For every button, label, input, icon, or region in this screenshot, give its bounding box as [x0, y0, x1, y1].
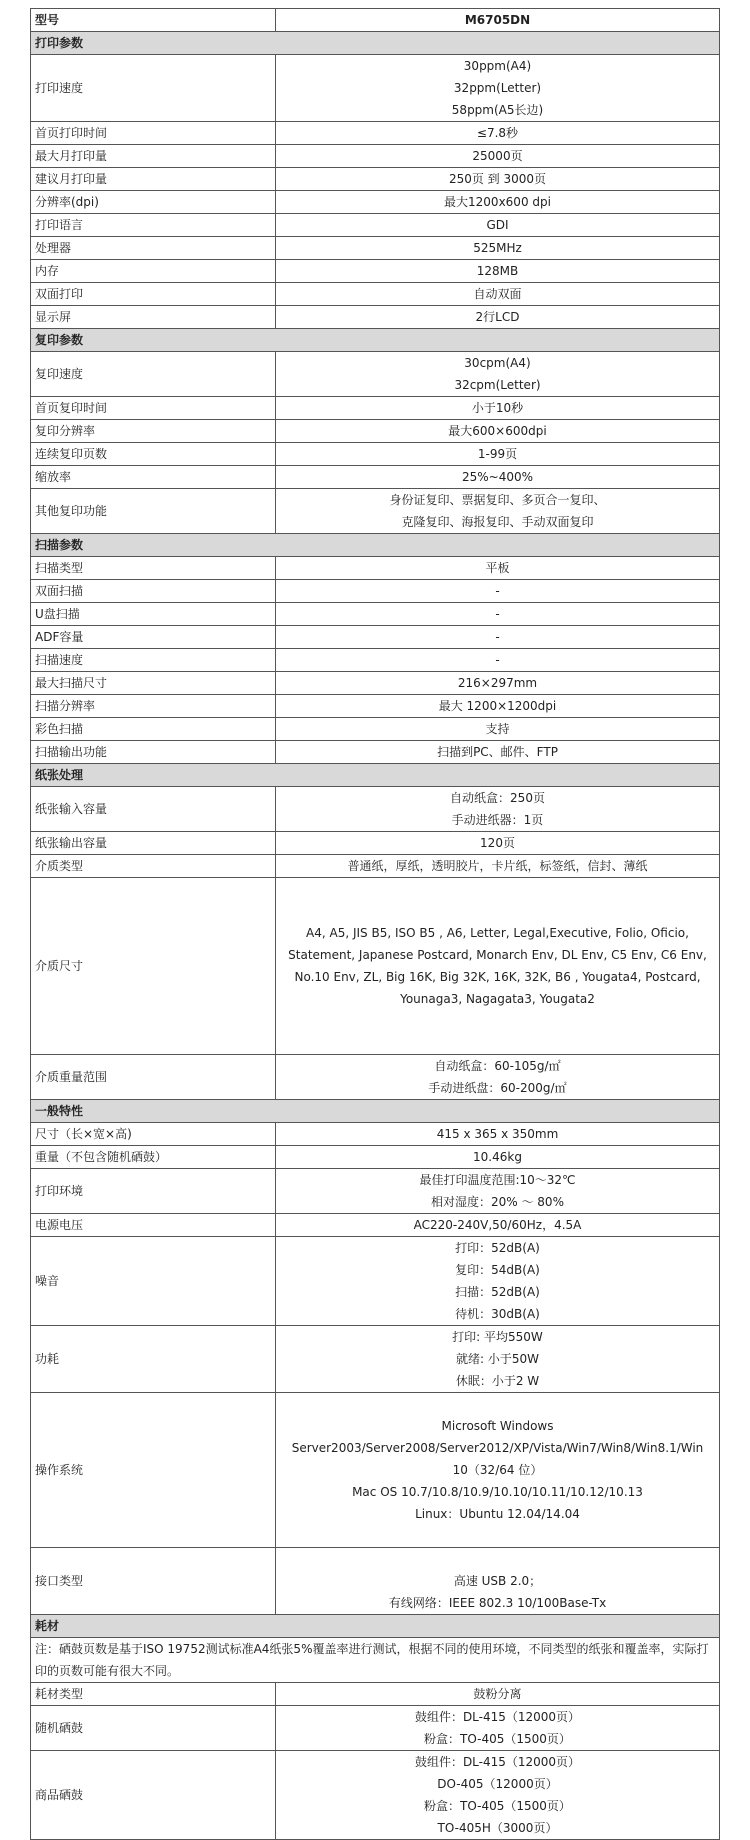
spec-value — [276, 787, 720, 832]
spec-label: 双面打印 — [31, 283, 276, 306]
spec-value-line: 32cpm(Letter) — [454, 378, 541, 392]
spec-value — [276, 1706, 720, 1751]
spec-row — [31, 855, 720, 878]
spec-row — [31, 260, 720, 283]
spec-label: 建议月打印量 — [31, 168, 276, 191]
spec-row — [31, 191, 720, 214]
spec-value — [276, 741, 720, 764]
spec-label: 双面扫描 — [31, 580, 276, 603]
spec-value — [276, 1214, 720, 1237]
spec-value-line: AC220-240V,50/60Hz，4.5A — [413, 1218, 582, 1232]
spec-value-line: 128MB — [476, 264, 519, 278]
spec-value-line — [280, 1010, 715, 1032]
spec-value-line: 有线网络：IEEE 802.3 10/100Base-Tx — [388, 1596, 607, 1610]
spec-row — [31, 489, 720, 534]
spec-value-line: 415 x 365 x 350mm — [436, 1127, 559, 1141]
spec-value-line: 鼓粉分离 — [473, 1687, 522, 1701]
spec-label: 缩放率 — [31, 466, 276, 489]
spec-row — [31, 1706, 720, 1751]
spec-value-line: 休眠：小于2 W — [455, 1374, 540, 1388]
spec-value — [276, 145, 720, 168]
spec-value-line: Linux：Ubuntu 12.04/14.04 — [415, 1507, 580, 1521]
spec-row — [31, 55, 720, 122]
spec-label: 商品硒鼓 — [31, 1751, 276, 1840]
spec-row — [31, 122, 720, 145]
spec-label: 首页打印时间 — [31, 122, 276, 145]
spec-row — [31, 1169, 720, 1214]
spec-label: 尺寸（长×宽×高) — [31, 1123, 276, 1146]
spec-row — [31, 214, 720, 237]
spec-value — [276, 283, 720, 306]
spec-row — [31, 1214, 720, 1237]
spec-value-line: Microsoft Windows — [441, 1419, 554, 1433]
spec-row — [31, 1326, 720, 1393]
spec-value — [276, 855, 720, 878]
spec-value-line — [280, 900, 715, 922]
spec-row — [31, 168, 720, 191]
spec-label: 电源电压 — [31, 1214, 276, 1237]
spec-value — [276, 260, 720, 283]
spec-label: 彩色扫描 — [31, 718, 276, 741]
section-title: 一般特性 — [31, 1100, 720, 1123]
spec-value — [276, 1548, 720, 1615]
spec-label: 噪音 — [31, 1237, 276, 1326]
spec-row — [31, 145, 720, 168]
spec-value-line — [280, 1032, 715, 1054]
spec-label: 分辨率(dpi) — [31, 191, 276, 214]
spec-label: 其他复印功能 — [31, 489, 276, 534]
spec-value-line: 打印：52dB(A) — [455, 1241, 540, 1255]
spec-value-line — [280, 1548, 715, 1570]
spec-value-line: 自动双面 — [473, 287, 522, 301]
spec-label: 首页复印时间 — [31, 397, 276, 420]
spec-value-line: 待机：30dB(A) — [455, 1307, 540, 1321]
spec-value — [276, 1146, 720, 1169]
spec-label: 功耗 — [31, 1326, 276, 1393]
spec-label: 打印环境 — [31, 1169, 276, 1214]
spec-value-line: 扫描到PC、邮件、FTP — [437, 745, 558, 759]
section-header — [31, 32, 720, 55]
spec-value-line: 支持 — [485, 722, 510, 736]
spec-value-line: 手动进纸器：1页 — [451, 813, 544, 827]
spec-value-line: 鼓组件：DL-415（12000页） — [414, 1755, 581, 1769]
spec-label: 最大扫描尺寸 — [31, 672, 276, 695]
spec-row — [31, 1548, 720, 1615]
spec-value — [276, 466, 720, 489]
spec-value — [276, 557, 720, 580]
spec-row — [31, 787, 720, 832]
section-title: 耗材 — [31, 1615, 720, 1638]
spec-value-line: 手动进纸盘：60-200g/㎡ — [428, 1081, 567, 1095]
section-title: 纸张处理 — [31, 764, 720, 787]
spec-value — [276, 237, 720, 260]
spec-value-line: 30cpm(A4) — [464, 356, 531, 370]
spec-label: 纸张输入容量 — [31, 787, 276, 832]
spec-value — [276, 1237, 720, 1326]
spec-value-line: 粉盒：TO-405（1500页） — [424, 1799, 571, 1813]
spec-value-line: - — [495, 653, 500, 667]
spec-value — [276, 672, 720, 695]
spec-value — [276, 489, 720, 534]
spec-value-line: 就绪: 小于50W — [456, 1352, 539, 1366]
spec-label: 介质重量范围 — [31, 1055, 276, 1100]
spec-value-line: 25%~400% — [461, 470, 534, 484]
spec-value — [276, 878, 720, 1055]
spec-value-line: 平板 — [485, 561, 510, 575]
model-label: 型号 — [31, 9, 276, 32]
spec-label: 处理器 — [31, 237, 276, 260]
spec-row — [31, 695, 720, 718]
spec-row — [31, 832, 720, 855]
spec-row — [31, 626, 720, 649]
spec-label: 纸张输出容量 — [31, 832, 276, 855]
spec-label: 介质类型 — [31, 855, 276, 878]
spec-value — [276, 168, 720, 191]
spec-value-line: 最大1200x600 dpi — [444, 195, 551, 209]
spec-value-line: GDI — [486, 218, 509, 232]
spec-value — [276, 1169, 720, 1214]
spec-value-line — [280, 1525, 715, 1547]
spec-value — [276, 718, 720, 741]
spec-row — [31, 1123, 720, 1146]
spec-value-line: ≤7.8秒 — [476, 126, 519, 140]
section-title: 复印参数 — [31, 329, 720, 352]
spec-row — [31, 306, 720, 329]
spec-row — [31, 1146, 720, 1169]
spec-label: 连续复印页数 — [31, 443, 276, 466]
spec-row — [31, 283, 720, 306]
spec-row — [31, 649, 720, 672]
spec-value-line: 小于10秒 — [471, 401, 524, 415]
spec-row — [31, 878, 720, 1055]
spec-value-line: Younaga3, Nagagata3, Yougata2 — [400, 992, 595, 1006]
spec-label: 打印语言 — [31, 214, 276, 237]
note-text: 注：硒鼓页数是基于ISO 19752测试标准A4纸张5%覆盖率进行测试，根据不同的使用环境，不同类型的纸张和覆盖率，实际打印的页数可能有很大不同。 — [31, 1638, 720, 1683]
spec-value-line: 相对湿度：20% ～ 80% — [431, 1195, 564, 1209]
spec-row — [31, 237, 720, 260]
spec-value — [276, 695, 720, 718]
spec-row — [31, 1237, 720, 1326]
spec-label: 扫描分辨率 — [31, 695, 276, 718]
spec-value — [276, 1326, 720, 1393]
spec-row — [31, 1683, 720, 1706]
spec-value-line: 自动纸盒：60-105g/㎡ — [434, 1059, 561, 1073]
spec-value-line: 10（32/64 位） — [452, 1463, 543, 1477]
spec-label: 复印速度 — [31, 352, 276, 397]
spec-label: 扫描速度 — [31, 649, 276, 672]
spec-value — [276, 306, 720, 329]
spec-value-line: 最大600×600dpi — [448, 424, 547, 438]
spec-row — [31, 352, 720, 397]
spec-row — [31, 741, 720, 764]
spec-table — [30, 8, 720, 1840]
spec-value — [276, 191, 720, 214]
spec-value — [276, 1055, 720, 1100]
spec-row — [31, 718, 720, 741]
spec-value-line: 普通纸，厚纸，透明胶片，卡片纸，标签纸，信封、薄纸 — [347, 859, 648, 873]
spec-row — [31, 443, 720, 466]
spec-value-line: 25000页 — [472, 149, 523, 163]
spec-row — [31, 603, 720, 626]
spec-value — [276, 603, 720, 626]
spec-value-line: Statement, Japanese Postcard, Monarch Env, DL Env, C5 Env, C6 Env, — [288, 948, 707, 962]
spec-label: 重量（不包含随机硒鼓） — [31, 1146, 276, 1169]
spec-value-line: 最佳打印温度范围:10～32℃ — [419, 1173, 576, 1187]
spec-value-line: 粉盒：TO-405（1500页） — [424, 1732, 571, 1746]
spec-row — [31, 466, 720, 489]
spec-value — [276, 649, 720, 672]
section-header — [31, 1615, 720, 1638]
spec-label: 最大月打印量 — [31, 145, 276, 168]
section-header — [31, 329, 720, 352]
spec-value-line: DO-405（12000页） — [437, 1777, 558, 1791]
spec-value — [276, 580, 720, 603]
section-title: 打印参数 — [31, 32, 720, 55]
spec-value-line: 高速 USB 2.0； — [453, 1574, 542, 1588]
spec-value-line: 克隆复印、海报复印、手动双面复印 — [401, 515, 594, 529]
model-row — [31, 9, 720, 32]
spec-value-line: 30ppm(A4) — [463, 59, 532, 73]
spec-value-line: 2行LCD — [475, 310, 520, 324]
spec-label: ADF容量 — [31, 626, 276, 649]
spec-value — [276, 1751, 720, 1840]
spec-label: U盘扫描 — [31, 603, 276, 626]
spec-value — [276, 122, 720, 145]
spec-value-line: - — [495, 584, 500, 598]
spec-value-line: 58ppm(A5长边) — [451, 103, 544, 117]
spec-label: 扫描类型 — [31, 557, 276, 580]
spec-value-line: Mac OS 10.7/10.8/10.9/10.10/10.11/10.12/10.13 — [352, 1485, 643, 1499]
spec-value-line: 打印: 平均550W — [452, 1330, 543, 1344]
spec-value-line: Server2003/Server2008/Server2012/XP/Vista/Win7/Win8/Win8.1/Win — [291, 1441, 704, 1455]
spec-label: 介质尺寸 — [31, 878, 276, 1055]
spec-label: 接口类型 — [31, 1548, 276, 1615]
spec-value-line: 1-99页 — [477, 447, 518, 461]
spec-value-line — [280, 878, 715, 900]
spec-value-line: - — [495, 630, 500, 644]
spec-value — [276, 420, 720, 443]
spec-value-line: No.10 Env, ZL, Big 16K, Big 32K, 16K, 32K, B6 , Yougata4, Postcard, — [294, 970, 701, 984]
spec-value-line: 最大 1200×1200dpi — [438, 699, 557, 713]
section-header — [31, 764, 720, 787]
spec-value — [276, 214, 720, 237]
spec-value-line: 自动纸盒：250页 — [450, 791, 545, 805]
spec-value-line: 250页 到 3000页 — [448, 172, 547, 186]
spec-row — [31, 580, 720, 603]
section-header — [31, 534, 720, 557]
spec-label: 打印速度 — [31, 55, 276, 122]
spec-value-line: 10.46kg — [473, 1150, 522, 1164]
section-title: 扫描参数 — [31, 534, 720, 557]
spec-value-line: 鼓组件：DL-415（12000页） — [414, 1710, 581, 1724]
spec-value-line — [280, 1393, 715, 1415]
spec-value — [276, 443, 720, 466]
spec-value-line: 扫描：52dB(A) — [455, 1285, 540, 1299]
spec-row — [31, 397, 720, 420]
spec-row — [31, 1751, 720, 1840]
note-row — [31, 1638, 720, 1683]
spec-row — [31, 1393, 720, 1548]
spec-value — [276, 1683, 720, 1706]
spec-value — [276, 1393, 720, 1548]
spec-row — [31, 1055, 720, 1100]
spec-label: 内存 — [31, 260, 276, 283]
spec-value — [276, 397, 720, 420]
spec-row — [31, 672, 720, 695]
spec-value-line: 120页 — [480, 836, 515, 850]
spec-label: 操作系统 — [31, 1393, 276, 1548]
spec-value-line: A4, A5, JIS B5, ISO B5 , A6, Letter, Legal,Executive, Folio, Oficio, — [306, 926, 689, 940]
spec-label: 耗材类型 — [31, 1683, 276, 1706]
spec-value — [276, 832, 720, 855]
spec-value — [276, 55, 720, 122]
section-header — [31, 1100, 720, 1123]
spec-value-line: 525MHz — [473, 241, 522, 255]
spec-label: 随机硒鼓 — [31, 1706, 276, 1751]
spec-row — [31, 557, 720, 580]
model-value: M6705DN — [276, 9, 720, 32]
spec-value-line: 32ppm(Letter) — [453, 81, 542, 95]
spec-label: 扫描输出功能 — [31, 741, 276, 764]
spec-value-line: 复印：54dB(A) — [455, 1263, 540, 1277]
spec-value-line: 216×297mm — [457, 676, 538, 690]
spec-value-line: 身份证复印、票据复印、多页合一复印、 — [389, 493, 606, 507]
spec-value — [276, 626, 720, 649]
spec-label: 复印分辨率 — [31, 420, 276, 443]
spec-row — [31, 420, 720, 443]
spec-label: 显示屏 — [31, 306, 276, 329]
spec-value — [276, 352, 720, 397]
spec-value — [276, 1123, 720, 1146]
spec-value-line: - — [495, 607, 500, 621]
spec-value-line: TO-405H（3000页） — [437, 1821, 558, 1835]
